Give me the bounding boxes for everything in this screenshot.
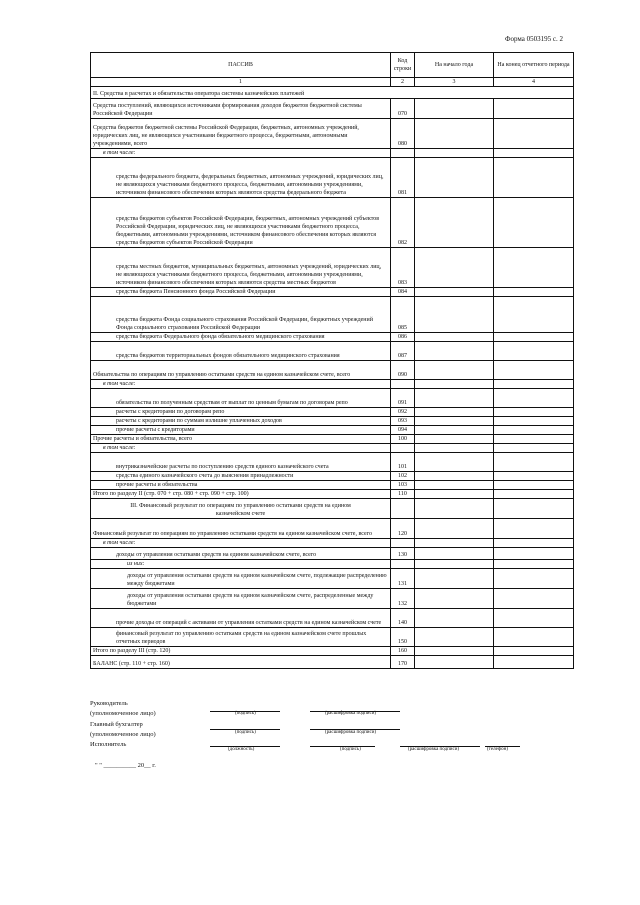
table-row: [91, 560, 574, 569]
exec-decode-caption: (расшифровка подписи): [408, 747, 460, 752]
table-row: [91, 417, 574, 426]
table-row: [91, 389, 574, 408]
value-end-cell[interactable]: [494, 656, 574, 669]
row-label: в том числе:: [91, 380, 391, 389]
value-start-cell[interactable]: [415, 481, 494, 490]
table-row: [91, 548, 574, 560]
row-label: из них:: [91, 560, 391, 569]
executor-label: Исполнитель: [90, 741, 127, 748]
value-end-cell[interactable]: [494, 158, 574, 198]
row-code: 084: [391, 288, 415, 297]
liabilities-table: [90, 52, 574, 669]
row-code: 092: [391, 408, 415, 417]
row-label: средства местных бюджетов, муниципальных бюджетных, автономных учреждений, юридических лиц, не являющихся участниками бюджетного процесса, бюджетными, автономными учреждениями, источником финансового обеспечения которых являются средства местных бюджетов: [91, 248, 391, 288]
section-heading: III. Финансовый результат по операциям по управлению остатками средств на едином казначейском счете: [91, 499, 391, 519]
value-end-cell[interactable]: [494, 408, 574, 417]
value-start-cell[interactable]: [415, 589, 494, 609]
column-number: 2: [391, 78, 415, 87]
row-code: 080: [391, 119, 415, 149]
value-end-cell[interactable]: [494, 539, 574, 548]
row-label: средства федерального бюджета, федеральных бюджетных, автономных учреждений, юридических лиц, не являющихся участниками бюджетного процесса, бюджетными, автономными учреждениями, источником финансового обеспечения которых являются средства федерального бюджета: [91, 158, 391, 198]
row-label: Средства бюджетов бюджетной системы Российской Федерации, бюджетных, автономных учреждений, юридических лиц, не являющихся участниками бюджетного процесса, бюджетными, автономными учреждениями, всего: [91, 119, 391, 149]
table-row: [91, 149, 574, 158]
value-end-cell[interactable]: [494, 288, 574, 297]
exec-phone-caption: (телефон): [487, 747, 508, 752]
row-code: 130: [391, 548, 415, 560]
header-start-of-year: На начало года: [415, 53, 494, 78]
table-row: [91, 333, 574, 342]
exec-sign-caption: (подпись): [340, 747, 361, 752]
value-start-cell[interactable]: [415, 435, 494, 444]
row-code: [391, 444, 415, 453]
value-end-cell[interactable]: [494, 297, 574, 333]
row-label: прочие доходы от операций с активами от управления остатками средств на едином казначейском счете: [91, 609, 391, 628]
value-end-cell[interactable]: [494, 426, 574, 435]
value-start-cell[interactable]: [415, 288, 494, 297]
row-code: 170: [391, 656, 415, 669]
row-code: 083: [391, 248, 415, 288]
row-label: Обязательства по операциям по управлению остатками средств на едином казначейском счете, всего: [91, 361, 391, 380]
value-start-cell[interactable]: [415, 656, 494, 669]
row-label: Средства поступлений, являющихся источниками формирования доходов бюджетов бюджетной системы Российской Федерации: [91, 99, 391, 119]
value-end-cell[interactable]: [494, 453, 574, 472]
row-label: доходы от управления остатками средств на едином казначейском счете, всего: [91, 548, 391, 560]
form-number: Форма 0503195 с. 2: [505, 35, 564, 43]
empty-cell: [391, 499, 415, 519]
value-end-cell[interactable]: [494, 519, 574, 539]
value-end-cell[interactable]: [494, 444, 574, 453]
row-label: в том числе:: [91, 444, 391, 453]
table-row: [91, 158, 574, 198]
empty-cell: [415, 499, 494, 519]
row-label: Финансовый результат по операциям по управлению остатками средств на едином казначейском счете, всего: [91, 519, 391, 539]
row-code: 093: [391, 417, 415, 426]
value-end-cell[interactable]: [494, 99, 574, 119]
row-label: БАЛАНС (стр. 110 + стр. 160): [91, 656, 391, 669]
table-row: [91, 628, 574, 647]
value-end-cell[interactable]: [494, 417, 574, 426]
row-code: [391, 149, 415, 158]
section-heading: II. Средства в расчетах и обязательства оператора системы казначейских платежей: [91, 87, 574, 99]
value-start-cell[interactable]: [415, 119, 494, 149]
value-start-cell[interactable]: [415, 426, 494, 435]
value-start-cell[interactable]: [415, 560, 494, 569]
row-code: 070: [391, 99, 415, 119]
row-code: 103: [391, 481, 415, 490]
value-start-cell[interactable]: [415, 569, 494, 589]
table-row: [91, 569, 574, 589]
table-row: [91, 288, 574, 297]
value-start-cell[interactable]: [415, 472, 494, 481]
row-label: средства бюджета Фонда социального страхования Российской Федерации, бюджетных учреждений Фонда социального страхования Российской Федерации: [91, 297, 391, 333]
row-label: доходы от управления остатками средств на едином казначейском счете, распределенные между бюджетами: [91, 589, 391, 609]
value-start-cell[interactable]: [415, 647, 494, 656]
column-number: 1: [91, 78, 391, 87]
column-number: 4: [494, 78, 574, 87]
table-row: [91, 380, 574, 389]
row-label: в том числе:: [91, 149, 391, 158]
table-row: [91, 539, 574, 548]
table-row: [91, 481, 574, 490]
value-end-cell[interactable]: [494, 490, 574, 499]
row-code: 120: [391, 519, 415, 539]
chief-decode-caption: (расшифровка подписи): [325, 730, 377, 735]
row-label: средства бюджета Пенсионного фонда Российской Федерации: [91, 288, 391, 297]
value-start-cell[interactable]: [415, 490, 494, 499]
table-header: [91, 53, 574, 78]
value-end-cell[interactable]: [494, 119, 574, 149]
value-start-cell[interactable]: [415, 158, 494, 198]
row-code: [391, 539, 415, 548]
chief-sign-caption: (подпись): [235, 730, 256, 735]
head-decode-caption: (расшифровка подписи): [325, 711, 377, 716]
header-end-of-period: На конец отчетного периода: [494, 53, 574, 78]
value-end-cell[interactable]: [494, 628, 574, 647]
table-row: [91, 198, 574, 248]
row-label: средства бюджета Федерального фонда обязательного медицинского страхования: [91, 333, 391, 342]
value-start-cell[interactable]: [415, 248, 494, 288]
table-row: [91, 99, 574, 119]
value-start-cell[interactable]: [415, 628, 494, 647]
value-start-cell[interactable]: [415, 453, 494, 472]
chief-accountant-sub: (уполномоченное лицо): [90, 731, 156, 738]
row-code: 101: [391, 453, 415, 472]
row-code: 094: [391, 426, 415, 435]
row-label: прочие расчеты с кредиторами: [91, 426, 391, 435]
table-row: [91, 408, 574, 417]
column-number: 3: [415, 78, 494, 87]
row-code: 102: [391, 472, 415, 481]
row-code: [391, 380, 415, 389]
table-row: [91, 519, 574, 539]
row-label: обязательства по полученным средствам от выплат по ценным бумагам по договорам репо: [91, 389, 391, 408]
value-end-cell[interactable]: [494, 560, 574, 569]
table-row: [91, 248, 574, 288]
table-row: [91, 435, 574, 444]
table-row: [91, 444, 574, 453]
column-numbers-row: [91, 78, 574, 87]
value-end-cell[interactable]: [494, 481, 574, 490]
value-start-cell[interactable]: [415, 342, 494, 361]
row-label: внутриказначейские расчеты по поступлению средств единого казначейского счета: [91, 453, 391, 472]
header-line-code: Код строки: [391, 53, 415, 78]
row-label: средства бюджетов субъектов Российской Федерации, бюджетных, автономных учреждений субъектов Российской Федерации, юридических лиц, не являющихся участниками бюджетного процесса, бюджетными, автономными учреждениями, источником финансового обеспечения которых являются средства бюджетов субъектов Российской Федерации: [91, 198, 391, 248]
row-code: 131: [391, 569, 415, 589]
table-body: [91, 87, 574, 669]
table-row: [91, 426, 574, 435]
exec-position-caption: (должность): [228, 747, 255, 752]
value-start-cell[interactable]: [415, 297, 494, 333]
row-code: 082: [391, 198, 415, 248]
row-code: [391, 560, 415, 569]
row-code: 132: [391, 589, 415, 609]
empty-cell: [494, 499, 574, 519]
table-row: [91, 361, 574, 380]
table-row: [91, 119, 574, 149]
row-label: расчеты с кредиторами по суммам излишне уплаченных доходов: [91, 417, 391, 426]
table-row: [91, 656, 574, 669]
value-start-cell[interactable]: [415, 609, 494, 628]
value-end-cell[interactable]: [494, 589, 574, 609]
row-code: 085: [391, 297, 415, 333]
head-sign-caption: (подпись): [235, 711, 256, 716]
header-liabilities: ПАССИВ: [91, 53, 391, 78]
row-code: 100: [391, 435, 415, 444]
table-row: [91, 453, 574, 472]
row-label: Итого по разделу III (стр. 120): [91, 647, 391, 656]
value-start-cell[interactable]: [415, 380, 494, 389]
row-code: 160: [391, 647, 415, 656]
row-code: 086: [391, 333, 415, 342]
row-code: 091: [391, 389, 415, 408]
row-label: прочие расчеты и обязательства: [91, 481, 391, 490]
value-end-cell[interactable]: [494, 548, 574, 560]
value-end-cell[interactable]: [494, 149, 574, 158]
row-label: доходы от управления остатками средств на едином казначейском счете, подлежащие распределению между бюджетами: [91, 569, 391, 589]
value-end-cell[interactable]: [494, 435, 574, 444]
row-label: средства единого казначейского счета до выяснения принадлежности: [91, 472, 391, 481]
value-start-cell[interactable]: [415, 408, 494, 417]
row-label: Прочие расчеты и обязательства, всего: [91, 435, 391, 444]
table-row: [91, 609, 574, 628]
value-start-cell[interactable]: [415, 548, 494, 560]
value-end-cell[interactable]: [494, 333, 574, 342]
value-end-cell[interactable]: [494, 472, 574, 481]
row-label: Итого по разделу II (стр. 070 + стр. 080 + стр. 090 + стр. 100): [91, 490, 391, 499]
table-row: [91, 499, 574, 519]
value-start-cell[interactable]: [415, 149, 494, 158]
row-code: 087: [391, 342, 415, 361]
value-start-cell[interactable]: [415, 99, 494, 119]
row-code: 081: [391, 158, 415, 198]
row-code: 110: [391, 490, 415, 499]
value-start-cell[interactable]: [415, 519, 494, 539]
row-label: расчеты с кредиторами по договорам репо: [91, 408, 391, 417]
value-start-cell[interactable]: [415, 198, 494, 248]
row-label: финансовый результат по управлению остатками средств на едином казначейском счете прошлых отчетных периодов: [91, 628, 391, 647]
value-start-cell[interactable]: [415, 361, 494, 380]
head-label: Руководитель: [90, 700, 128, 707]
value-start-cell[interactable]: [415, 333, 494, 342]
row-label: средства бюджетов территориальных фондов обязательного медицинского страхования: [91, 342, 391, 361]
value-end-cell[interactable]: [494, 389, 574, 408]
value-end-cell[interactable]: [494, 647, 574, 656]
value-end-cell[interactable]: [494, 569, 574, 589]
table-row: [91, 589, 574, 609]
value-end-cell[interactable]: [494, 361, 574, 380]
row-code: 090: [391, 361, 415, 380]
value-start-cell[interactable]: [415, 417, 494, 426]
value-start-cell[interactable]: [415, 389, 494, 408]
table-row: [91, 87, 574, 99]
value-end-cell[interactable]: [494, 198, 574, 248]
table-row: [91, 647, 574, 656]
table-row: [91, 490, 574, 499]
head-sub: (уполномоченное лицо): [90, 710, 156, 717]
date-line: " " __________ 20__ г.: [95, 762, 156, 769]
value-end-cell[interactable]: [494, 342, 574, 361]
row-code: 150: [391, 628, 415, 647]
row-label: в том числе:: [91, 539, 391, 548]
table-row: [91, 342, 574, 361]
value-start-cell[interactable]: [415, 444, 494, 453]
table-row: [91, 297, 574, 333]
chief-accountant-label: Главный бухгалтер: [90, 721, 143, 728]
row-code: 140: [391, 609, 415, 628]
table-row: [91, 472, 574, 481]
value-end-cell[interactable]: [494, 609, 574, 628]
value-end-cell[interactable]: [494, 380, 574, 389]
value-start-cell[interactable]: [415, 539, 494, 548]
value-end-cell[interactable]: [494, 248, 574, 288]
